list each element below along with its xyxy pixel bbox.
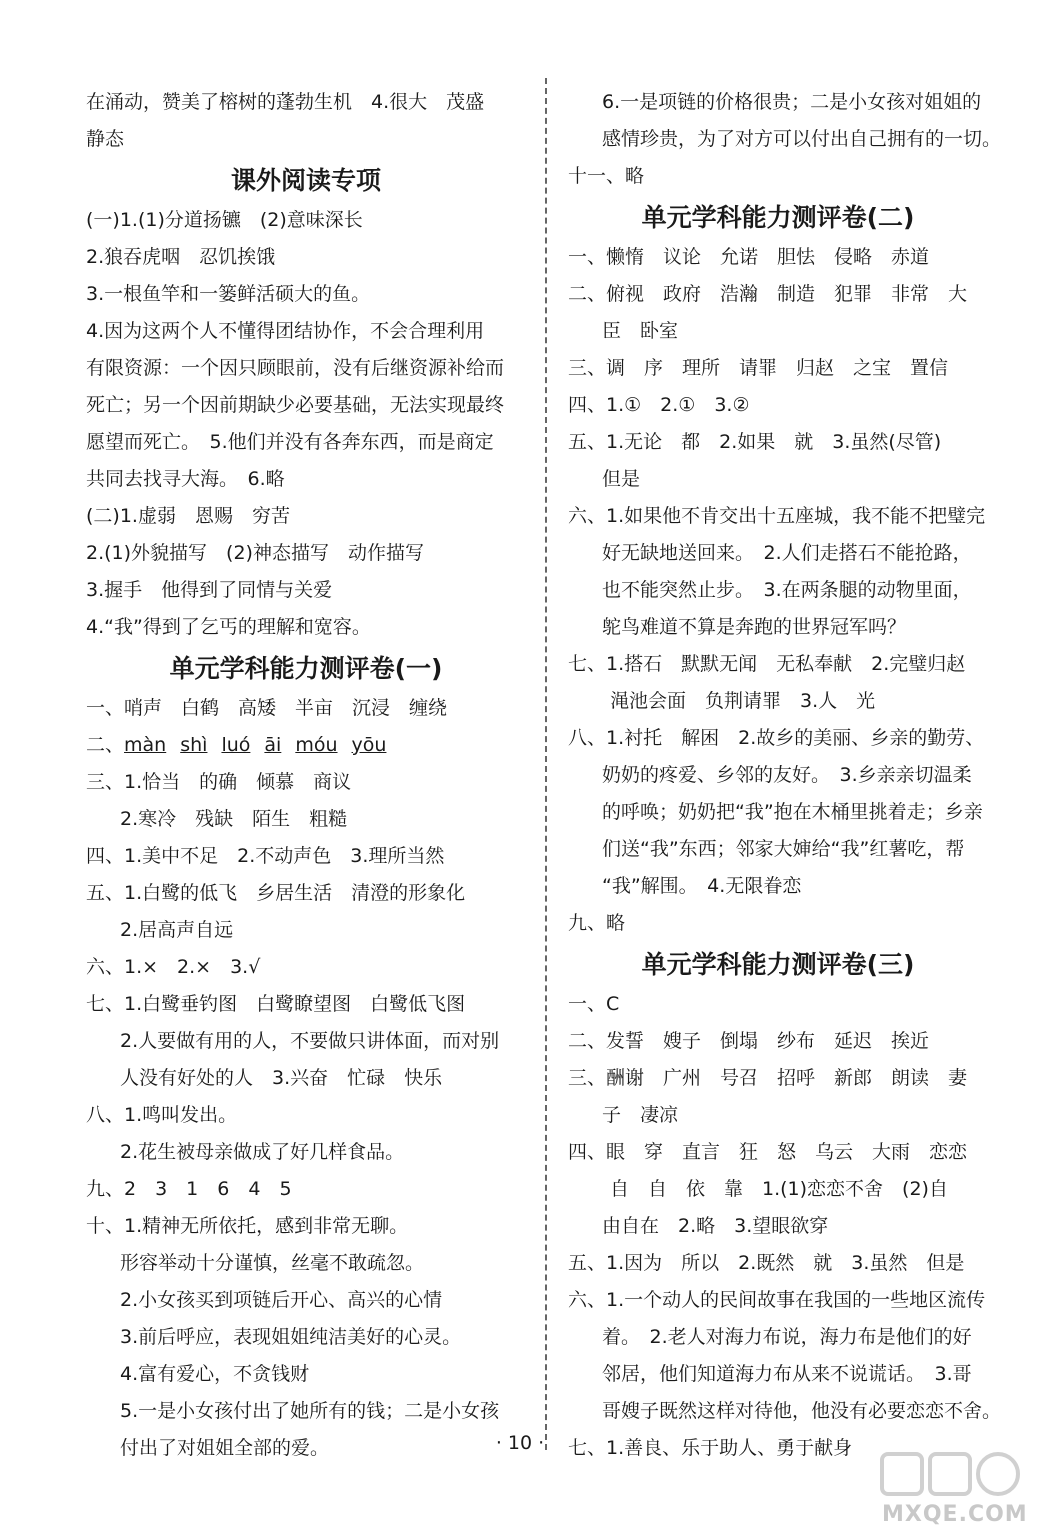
pinyin-prefix: 二、 <box>86 734 125 756</box>
answer-line: 四、1.美中不足 2.不动声色 3.理所当然 <box>86 845 445 867</box>
answer-line: 哥嫂子既然这样对待他，他没有必要恋恋不舍。 <box>602 1400 1002 1422</box>
answer-line: 2.居高声自远 <box>120 919 234 941</box>
answer-line: 们送“我”东西；邻家大婶给“我”红薯吃，帮 <box>602 838 965 860</box>
answer-line: 臣 卧室 <box>602 320 679 342</box>
section-title: 单元学科能力测评卷(三) <box>641 950 915 979</box>
pinyin-answer: màn <box>124 734 167 756</box>
pinyin-line <box>86 727 526 764</box>
answer-line: 七、1.白鹭垂钓图 白鹭瞭望图 白鹭低飞图 <box>86 993 466 1015</box>
answer-line: 好无缺地送回来。 2.人们走搭石不能抢路， <box>602 542 972 564</box>
answer-line: 五、1.白鹭的低飞 乡居生活 清澄的形象化 <box>86 882 466 904</box>
answer-line: 五、1.因为 所以 2.既然 就 3.虽然 但是 <box>568 1252 965 1274</box>
answer-line: 十一、略 <box>568 165 645 187</box>
answer-line: 感情珍贵，为了对方可以付出自己拥有的一切。 <box>602 128 1002 150</box>
answer-line: (一)1.(1)分道扬镳 (2)意味深长 <box>86 209 363 231</box>
answer-line: 一、懒惰 议论 允诺 胆怯 侵略 赤道 <box>568 246 930 268</box>
watermark-icon <box>878 1448 1028 1504</box>
answer-line: 2.小女孩买到项链后开心、高兴的心情 <box>120 1289 443 1311</box>
answer-line: 一、哨声 白鹤 高矮 半亩 沉浸 缠绕 <box>86 697 448 719</box>
answer-line: 由自在 2.略 3.望眼欲穿 <box>602 1215 829 1237</box>
pinyin-answer: móu <box>295 734 338 756</box>
answer-line: 四、1.① 2.① 3.② <box>568 394 750 416</box>
answer-line: 付出了对姐姐全部的爱。 <box>120 1437 330 1459</box>
answer-line: 七、1.搭石 默默无闻 无私奉献 2.完璧归赵 <box>568 653 966 675</box>
answer-line: 八、1.衬托 解困 2.故乡的美丽、乡亲的勤劳、 <box>568 727 985 749</box>
answer-line: 2.花生被母亲做成了好几样食品。 <box>120 1141 405 1163</box>
answer-line: 死亡；另一个因前期缺少必要基础，无法实现最终 <box>86 394 505 416</box>
answer-line: 子 凄凉 <box>602 1104 679 1126</box>
answer-line: 形容举动十分谨慎，丝毫不敢疏忽。 <box>120 1252 425 1274</box>
answer-line: 十、1.精神无所依托，感到非常无聊。 <box>86 1215 409 1237</box>
answer-line: 九、略 <box>568 912 626 934</box>
answer-line: 五、1.无论 都 2.如果 就 3.虽然(尽管) <box>568 431 942 453</box>
answer-line: 静态 <box>86 128 125 150</box>
answer-line: 三、酬谢 广州 号召 招呼 新郎 朗读 妻 <box>568 1067 968 1089</box>
answer-line: 八、1.鸣叫发出。 <box>86 1104 238 1126</box>
answer-line: 3.前后呼应，表现姐姐纯洁美好的心灵。 <box>120 1326 462 1348</box>
answer-line: 一、C <box>568 993 620 1015</box>
answer-line: 三、调 序 理所 请罪 归赵 之宝 置信 <box>568 357 949 379</box>
answer-line: 三、1.恰当 的确 倾慕 商议 <box>86 771 352 793</box>
answer-line: 的呼唤；奶奶把“我”抱在木桶里挑着走；乡亲 <box>602 801 983 823</box>
answer-line: 4.因为这两个人不懂得团结协作，不会合理利用 <box>86 320 485 342</box>
answer-line: 六、1.× 2.× 3.√ <box>86 956 261 978</box>
answer-line: 有限资源：一个因只顾眼前，没有后继资源补给而 <box>86 357 505 379</box>
answer-line: 鸵鸟难道不算是奔跑的世界冠军吗？ <box>602 616 907 638</box>
watermark-text: MXQE.COM <box>882 1502 1028 1527</box>
answer-line: 九、2 3 1 6 4 5 <box>86 1178 292 1200</box>
answer-line: 四、眼 穿 直言 狂 怒 乌云 大雨 恋恋 <box>568 1141 968 1163</box>
pinyin-answer: luó <box>221 734 251 756</box>
column-divider <box>545 78 547 1450</box>
answer-line: 二、发誓 嫂子 倒塌 纱布 延迟 挨近 <box>568 1030 930 1052</box>
answer-line: 2.人要做有用的人，不要做只讲体面，而对别 <box>120 1030 500 1052</box>
answer-line: 也不能突然止步。 3.在两条腿的动物里面， <box>602 579 972 601</box>
section-title: 单元学科能力测评卷(二) <box>641 203 915 232</box>
section-title: 课外阅读专项 <box>230 166 381 195</box>
answer-line: 奶奶的疼爱、乡邻的友好。 3.乡亲亲切温柔 <box>602 764 972 786</box>
pinyin-answer: āi <box>264 734 282 756</box>
answer-line: “我”解围。 4.无限眷恋 <box>602 875 802 897</box>
answer-line: 二、俯视 政府 浩瀚 制造 犯罪 非常 大 <box>568 283 968 305</box>
answer-line: 6.一是项链的价格很贵；二是小女孩对姐姐的 <box>602 91 982 113</box>
right-column <box>568 84 1002 1467</box>
answer-line: 3.一根鱼竿和一篓鲜活硕大的鱼。 <box>86 283 371 305</box>
answer-line: 2.狼吞虎咽 忍饥挨饿 <box>86 246 276 268</box>
answer-line: 4.“我”得到了乞丐的理解和宽容。 <box>86 616 371 638</box>
pinyin-answer: yōu <box>351 734 387 756</box>
answer-line: 3.握手 他得到了同情与关爱 <box>86 579 333 601</box>
pinyin-answer: shì <box>180 734 208 756</box>
watermark-logo <box>878 1448 1028 1528</box>
section-title: 单元学科能力测评卷(一) <box>169 654 443 683</box>
answer-line: 2.(1)外貌描写 (2)神态描写 动作描写 <box>86 542 424 564</box>
answer-line: 5.一是小女孩付出了她所有的钱；二是小女孩 <box>120 1400 500 1422</box>
answer-line: 七、1.善良、乐于助人、勇于献身 <box>568 1437 853 1459</box>
answer-line: 在涌动，赞美了榕树的蓬勃生机 4.很大 茂盛 <box>86 91 485 113</box>
answer-line: 六、1.如果他不肯交出十五座城，我不能不把璧完 <box>568 505 986 527</box>
answer-line: 共同去找寻大海。 6.略 <box>86 468 285 490</box>
answer-line: 人没有好处的人 3.兴奋 忙碌 快乐 <box>120 1067 443 1089</box>
answer-line: 渑池会面 负荆请罪 3.人 光 <box>610 690 876 712</box>
answer-line: 自 自 依 靠 1.(1)恋恋不舍 (2)自 <box>610 1178 948 1200</box>
answer-line: 4.富有爱心，不贪钱财 <box>120 1363 310 1385</box>
answer-line: 2.寒冷 残缺 陌生 粗糙 <box>120 808 348 830</box>
answer-line: (二)1.虚弱 恩赐 穷苦 <box>86 505 290 527</box>
answer-line: 邻居，他们知道海力布从来不说谎话。 3.哥 <box>602 1363 972 1385</box>
answer-line: 六、1.一个动人的民间故事在我国的一些地区流传 <box>568 1289 986 1311</box>
answer-line: 但是 <box>602 468 641 490</box>
left-column <box>86 84 526 1467</box>
page-number: · 10 · <box>495 1432 545 1454</box>
answer-line: 着。 2.老人对海力布说，海力布是他们的好 <box>602 1326 972 1348</box>
answer-line: 愿望而死亡。 5.他们并没有各奔东西，而是商定 <box>86 431 494 453</box>
